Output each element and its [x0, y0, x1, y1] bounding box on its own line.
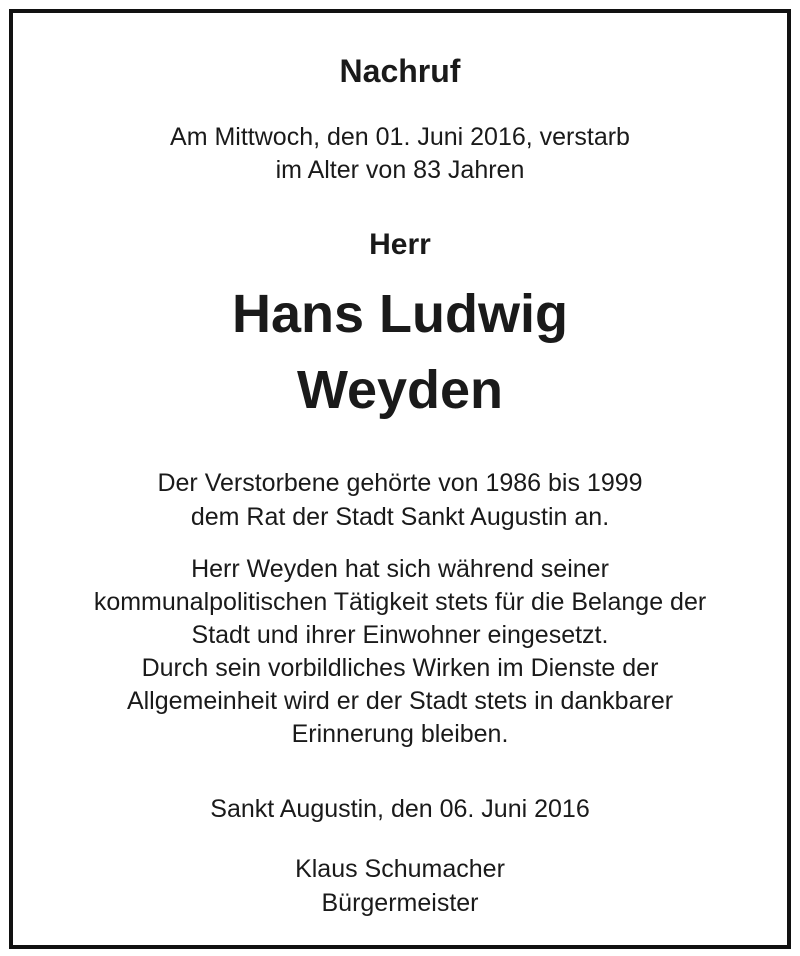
tribute-line: Allgemeinheit wird er der Stadt stets in dankbarer — [126, 687, 674, 715]
deceased-surname: Weyden — [296, 360, 504, 420]
salutation: Herr — [369, 228, 431, 261]
age-line: im Alter von 83 Jahren — [275, 156, 525, 184]
deceased-first-names: Hans Ludwig — [232, 284, 568, 344]
tribute-paragraph — [13, 553, 787, 751]
tribute-line: kommunalpolitischen Tätigkeit stets für die Belange der — [93, 588, 707, 616]
council-city-line: dem Rat der Stadt Sankt Augustin an. — [190, 503, 610, 531]
tribute-line: Erinnerung bleiben. — [291, 720, 509, 748]
council-membership-line: Der Verstorbene gehörte von 1986 bis 1999 — [157, 469, 643, 497]
signer-title: Bürgermeister — [321, 889, 479, 917]
tribute-line: Herr Weyden hat sich während seiner — [191, 555, 609, 583]
tribute-line: Stadt und ihrer Einwohner eingesetzt. — [191, 621, 609, 649]
tribute-line: Durch sein vorbildliches Wirken im Dienste der — [141, 654, 659, 682]
signer-name: Klaus Schumacher — [295, 855, 505, 883]
notice-title: Nachruf — [339, 53, 461, 89]
death-date-line: Am Mittwoch, den 01. Juni 2016, verstarb — [170, 123, 630, 151]
place-date: Sankt Augustin, den 06. Juni 2016 — [210, 795, 590, 823]
obituary-notice — [9, 9, 791, 949]
